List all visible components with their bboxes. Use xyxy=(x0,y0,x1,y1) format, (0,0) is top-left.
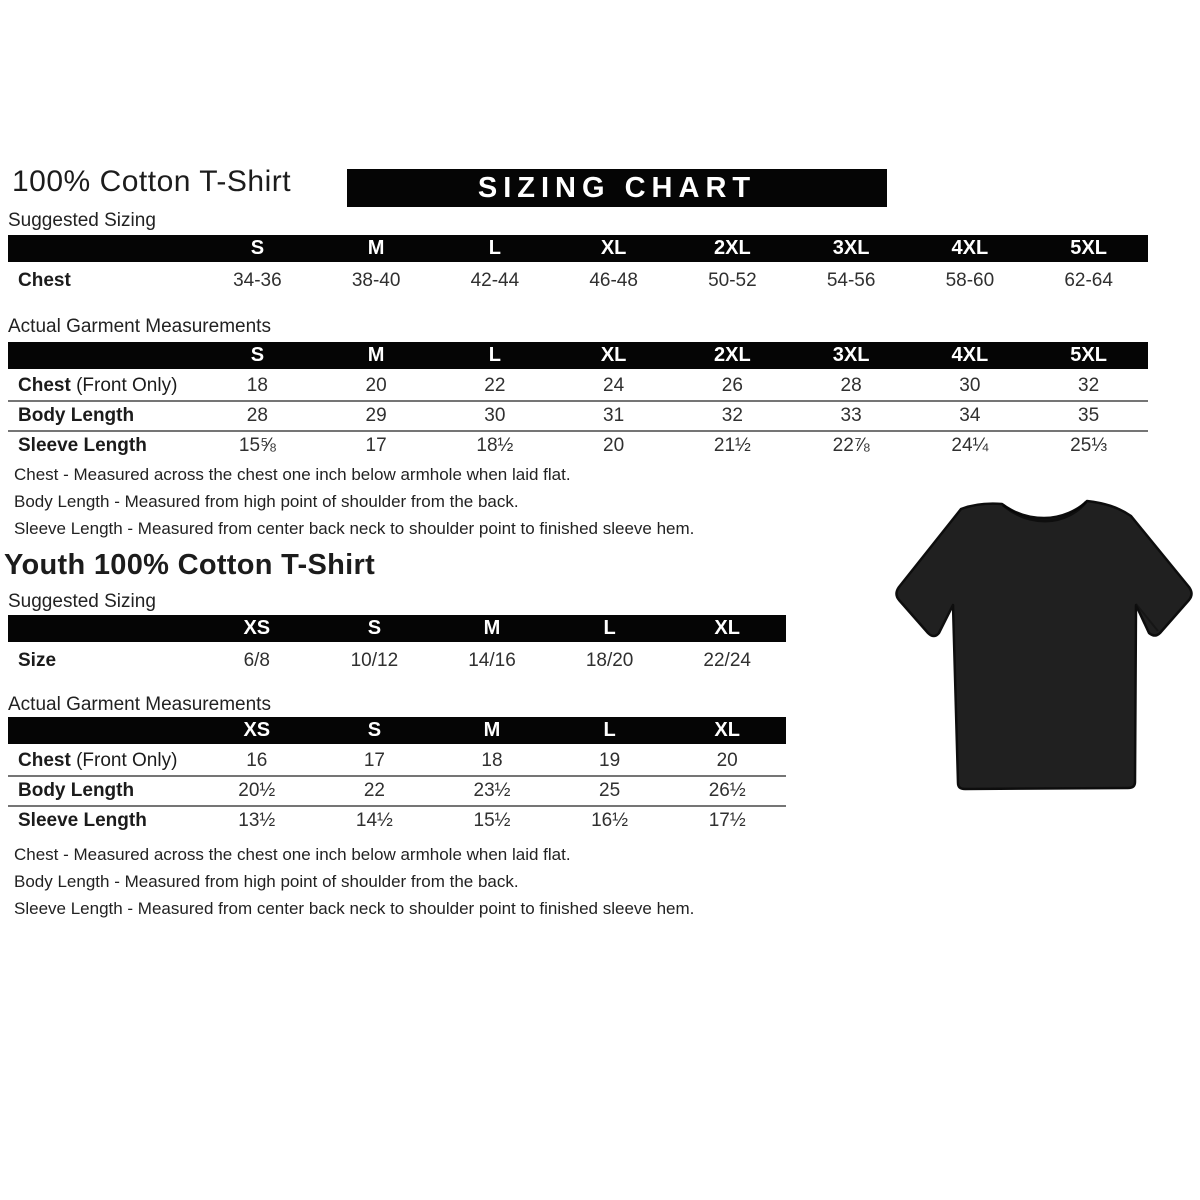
measurement-cell: 16 xyxy=(246,750,268,771)
measurement-note: Chest - Measured across the chest one inch below armhole when laid flat. xyxy=(14,464,571,484)
measurement-note: Sleeve Length - Measured from center back neck to shoulder point to finished sleeve hem. xyxy=(14,898,695,918)
row-label-suffix: (Front Only) xyxy=(70,375,178,396)
measurement-cell: 18 xyxy=(246,375,268,396)
measurement-note: Sleeve Length - Measured from center back neck to shoulder point to finished sleeve hem. xyxy=(14,518,695,538)
measurement-note: Body Length - Measured from high point of shoulder from the back. xyxy=(14,871,519,891)
table-row xyxy=(8,400,1148,430)
measurement-cell: 31 xyxy=(603,405,625,426)
measurement-cell: 17 xyxy=(365,435,387,456)
size-column-header: XL xyxy=(714,719,740,741)
table-row xyxy=(8,430,1148,460)
adult-suggested-sizing-heading: Suggested Sizing xyxy=(8,210,156,231)
youth-measurement-notes xyxy=(14,841,694,922)
size-column-header: S xyxy=(250,237,265,259)
row-label: Sleeve Length xyxy=(18,435,147,456)
table-row xyxy=(8,775,786,805)
measurement-cell: 20 xyxy=(716,750,738,771)
row-label: Chest (Front Only) xyxy=(18,750,178,771)
measurement-cell: 10/12 xyxy=(350,649,399,671)
size-column-header: 4XL xyxy=(951,344,989,366)
size-column-header: M xyxy=(367,237,385,259)
measurement-cell: 21½ xyxy=(713,435,751,456)
youth-suggested-sizing-table xyxy=(8,615,786,676)
measurement-cell: 19 xyxy=(599,750,621,771)
measurement-cell: 22 xyxy=(484,375,506,396)
size-column-header: S xyxy=(367,719,382,741)
measurement-cell: 18/20 xyxy=(585,649,634,671)
measurement-cell: 13½ xyxy=(238,810,276,831)
measurement-cell: 46-48 xyxy=(589,269,638,291)
measurement-cell: 54-56 xyxy=(826,269,876,291)
size-column-header: 4XL xyxy=(951,237,989,259)
measurement-cell: 28 xyxy=(840,375,862,396)
measurement-cell: 62-64 xyxy=(1064,269,1113,291)
size-column-header: 2XL xyxy=(714,237,751,259)
measurement-cell: 26½ xyxy=(708,780,746,801)
size-column-header: 5XL xyxy=(1070,237,1107,259)
measurement-cell: 34-36 xyxy=(233,269,282,291)
measurement-cell: 15½ xyxy=(473,810,511,831)
measurement-cell: 22/24 xyxy=(703,649,751,671)
measurement-cell: 20 xyxy=(603,435,625,456)
size-column-header: XL xyxy=(714,617,740,639)
tshirt-product-photo xyxy=(892,486,1197,808)
measurement-cell: 22⅞ xyxy=(832,435,870,456)
measurement-cell: 26 xyxy=(721,375,743,396)
row-label-suffix: (Front Only) xyxy=(70,750,178,771)
measurement-cell: 17 xyxy=(363,750,385,771)
size-column-header: 3XL xyxy=(832,344,870,366)
table-row xyxy=(8,645,786,676)
measurement-cell: 35 xyxy=(1078,405,1100,426)
measurement-cell: 16½ xyxy=(591,810,629,831)
measurement-cell: 20 xyxy=(365,375,387,396)
size-column-header: XS xyxy=(243,617,271,639)
measurement-cell: 14/16 xyxy=(468,649,516,671)
size-column-header: M xyxy=(483,617,501,639)
size-column-header: L xyxy=(488,237,501,259)
measurement-note: Chest - Measured across the chest one inch below armhole when laid flat. xyxy=(14,844,571,864)
table-header-row xyxy=(8,235,1148,262)
youth-suggested-sizing-heading: Suggested Sizing xyxy=(8,591,156,612)
row-label: Chest xyxy=(18,269,71,291)
size-column-header: L xyxy=(603,719,616,741)
size-column-header: M xyxy=(367,344,385,366)
youth-actual-measurements-heading: Actual Garment Measurements xyxy=(8,694,271,715)
adult-suggested-sizing-table xyxy=(8,235,1148,296)
row-label: Size xyxy=(18,649,57,671)
size-column-header: S xyxy=(367,617,382,639)
table-header-row xyxy=(8,342,1148,369)
size-column-header: XL xyxy=(600,344,627,366)
measurement-cell: 33 xyxy=(840,405,862,426)
adult-section-title: 100% Cotton T-Shirt xyxy=(12,165,292,198)
adult-actual-measurements-table xyxy=(8,342,1148,460)
measurement-cell: 58-60 xyxy=(945,269,995,291)
measurement-cell: 30 xyxy=(959,375,981,396)
measurement-cell: 23½ xyxy=(473,780,511,801)
measurement-cell: 25⅓ xyxy=(1070,435,1108,456)
size-column-header: L xyxy=(488,344,501,366)
measurement-note: Body Length - Measured from high point of shoulder from the back. xyxy=(14,491,519,511)
size-column-header: M xyxy=(483,719,501,741)
measurement-cell: 32 xyxy=(1078,375,1100,396)
table-header-row xyxy=(8,615,786,642)
row-label: Chest (Front Only) xyxy=(18,375,178,396)
table-header-row xyxy=(8,717,786,744)
measurement-cell: 14½ xyxy=(355,810,393,831)
row-label: Sleeve Length xyxy=(18,810,147,831)
youth-actual-measurements-table xyxy=(8,717,786,835)
measurement-cell: 38-40 xyxy=(351,269,401,291)
measurement-cell: 28 xyxy=(246,405,268,426)
youth-section-title: Youth 100% Cotton T-Shirt xyxy=(4,549,376,581)
sizing-chart-banner: SIZING CHART xyxy=(347,169,887,207)
measurement-cell: 17½ xyxy=(708,810,746,831)
measurement-cell: 22 xyxy=(363,780,385,801)
measurement-cell: 20½ xyxy=(238,780,276,801)
measurement-cell: 50-52 xyxy=(708,269,757,291)
measurement-cell: 32 xyxy=(721,405,743,426)
table-row xyxy=(8,265,1148,296)
row-label: Body Length xyxy=(18,405,135,426)
measurement-cell: 25 xyxy=(599,780,621,801)
adult-actual-measurements-heading: Actual Garment Measurements xyxy=(8,316,271,337)
table-row xyxy=(8,805,786,835)
measurement-cell: 42-44 xyxy=(470,269,520,291)
size-column-header: XL xyxy=(600,237,627,259)
measurement-cell: 24¼ xyxy=(951,435,989,456)
measurement-cell: 18½ xyxy=(476,435,514,456)
size-column-header: XS xyxy=(243,719,271,741)
row-label: Body Length xyxy=(18,780,135,801)
measurement-cell: 30 xyxy=(484,405,506,426)
table-row xyxy=(8,372,1148,400)
measurement-cell: 6/8 xyxy=(243,649,270,671)
adult-measurement-notes xyxy=(14,461,694,542)
measurement-cell: 24 xyxy=(603,375,625,396)
measurement-cell: 34 xyxy=(959,405,981,426)
measurement-cell: 18 xyxy=(481,750,503,771)
measurement-cell: 15⅝ xyxy=(238,435,276,456)
table-row xyxy=(8,747,786,775)
size-column-header: 3XL xyxy=(832,237,870,259)
measurement-cell: 29 xyxy=(365,405,387,426)
size-column-header: 2XL xyxy=(714,344,751,366)
size-column-header: S xyxy=(250,344,265,366)
black-tshirt-image xyxy=(892,486,1197,808)
tshirt-silhouette xyxy=(897,501,1192,789)
size-column-header: L xyxy=(603,617,616,639)
size-column-header: 5XL xyxy=(1070,344,1107,366)
